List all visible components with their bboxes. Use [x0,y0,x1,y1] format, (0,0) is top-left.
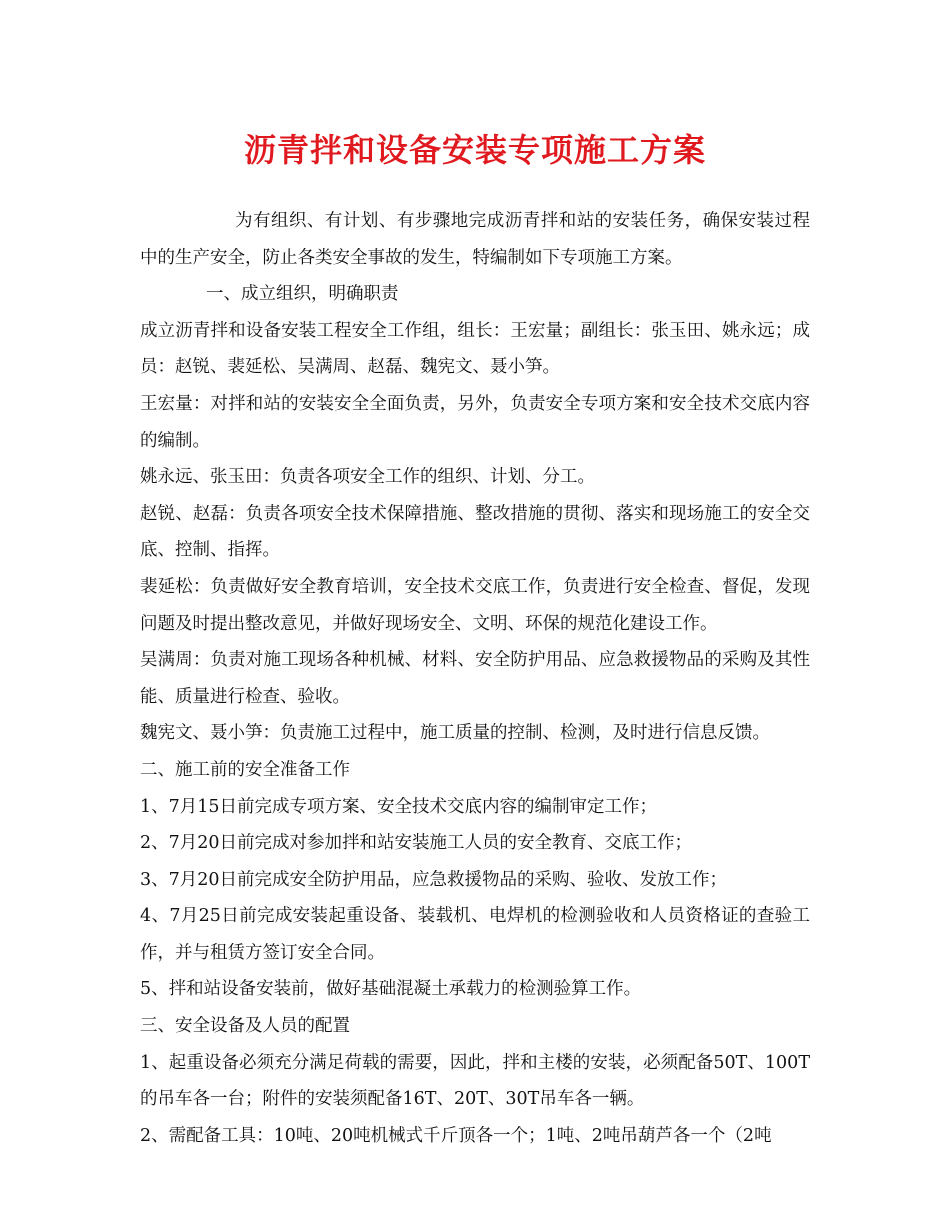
list-item: 1、7月15日前完成专项方案、安全技术交底内容的编制审定工作； [140,796,658,817]
document-title: 沥青拌和设备安装专项施工方案 [243,131,706,169]
list-item: 2、7月20日前完成对参加拌和站安装施工人员的安全教育、交底工作； [140,833,693,854]
list-item: 4、7月25日前完成安装起重设备、装载机、电焊机的检测验收和人员资格证的查验工作，并与租赁方签订安全合同。 [140,906,810,963]
paragraph: 裴延松：负责做好安全教育培训，安全技术交底工作，负责进行安全检查、督促，发现问题及时提出整改意见，并做好现场安全、文明、环保的规范化建设工作。 [140,576,810,634]
list-item: 3、7月20日前完成安全防护用品，应急救援物品的采购、验收、发放工作； [140,869,728,890]
section-heading-2: 二、施工前的安全准备工作 [140,759,350,780]
document-body [140,203,810,1154]
section-heading-1: 一、成立组织，明确职责 [206,284,399,305]
section-heading-3: 三、安全设备及人员的配置 [140,1016,350,1037]
paragraph: 赵锐、赵磊：负责各项安全技术保障措施、整改措施的贯彻、落实和现场施工的安全交底、控制、指挥。 [140,503,810,561]
paragraph: 魏宪文、聂小笋：负责施工过程中，施工质量的控制、检测，及时进行信息反馈。 [140,723,770,744]
list-item: 2、需配备工具：10吨、20吨机械式千斤顶各一个；1吨、2吨吊葫芦各一个（2吨 [140,1125,772,1146]
paragraph: 王宏量：对拌和站的安装安全全面负责，另外，负责安全专项方案和安全技术交底内容的编制。 [140,393,810,451]
paragraph: 姚永远、张玉田：负责各项安全工作的组织、计划、分工。 [140,467,595,488]
paragraph: 成立沥青拌和设备安装工程安全工作组，组长：王宏量；副组长：张玉田、姚永远；成员：赵锐、裴延松、吴满周、赵磊、魏宪文、聂小笋。 [140,320,810,378]
list-item: 1、起重设备必须充分满足荷载的需要，因此，拌和主楼的安装，必须配备50T、100T的吊车各一台；附件的安装须配备16T、20T、30T吊车各一辆。 [140,1052,810,1110]
paragraph: 吴满周：负责对施工现场各种机械、材料、安全防护用品、应急救援物品的采购及其性能、质量进行检查、验收。 [140,650,810,707]
paragraph-intro: 为有组织、有计划、有步骤地完成沥青拌和站的安装任务，确保安装过程中的生产安全，防止各类安全事故的发生，特编制如下专项施工方案。 [140,211,810,268]
list-item: 5、拌和站设备安装前，做好基础混凝土承载力的检测验算工作。 [140,979,642,1000]
